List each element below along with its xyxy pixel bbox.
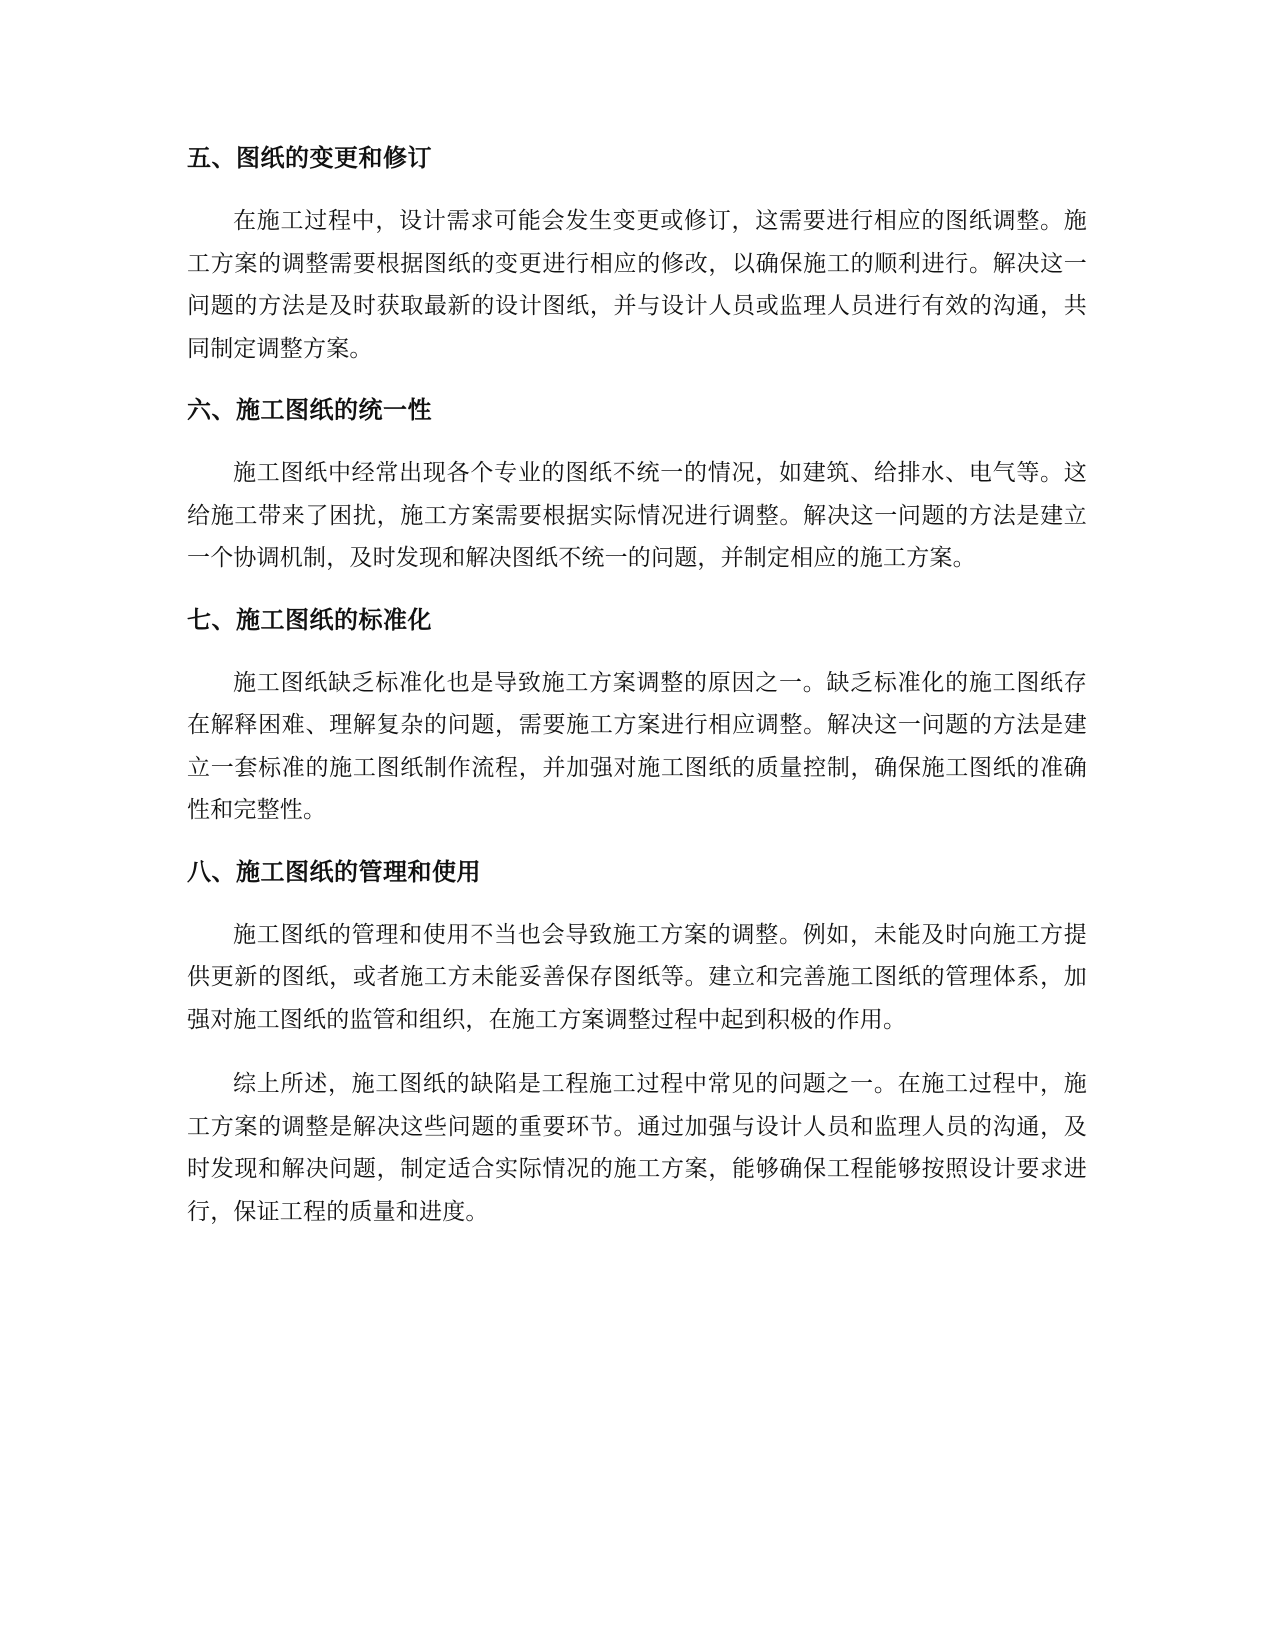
section-6 — [187, 392, 1087, 580]
section-heading: 八、施工图纸的管理和使用 — [187, 857, 481, 886]
summary-paragraph: 综上所述，施工图纸的缺陷是工程施工过程中常见的问题之一。在施工过程中，施工方案的调整是解决这些问题的重要环节。通过加强与设计人员和监理人员的沟通，及时发现和解决问题，制定适合实际情况的施工方案，能够确保工程能够按照设计要求进行，保证工程的质量和进度。 — [187, 1071, 1087, 1225]
section-7 — [187, 602, 1087, 832]
paragraph: 施工图纸的管理和使用不当也会导致施工方案的调整。例如，未能及时向施工方提供更新的图纸，或者施工方未能妥善保存图纸等。建立和完善施工图纸的管理体系，加强对施工图纸的监管和组织，在施工方案调整过程中起到积极的作用。 — [187, 921, 1087, 1033]
paragraph: 施工图纸中经常出现各个专业的图纸不统一的情况，如建筑、给排水、电气等。这给施工带来了困扰，施工方案需要根据实际情况进行调整。解决这一问题的方法是建立一个协调机制，及时发现和解决图纸不统一的问题，并制定相应的施工方案。 — [187, 460, 1087, 571]
document-page — [187, 140, 1087, 1255]
section-heading: 六、施工图纸的统一性 — [187, 396, 432, 424]
section-heading: 五、图纸的变更和修订 — [187, 144, 432, 172]
paragraph: 施工图纸缺乏标准化也是导致施工方案调整的原因之一。缺乏标准化的施工图纸存在解释困难、理解复杂的问题，需要施工方案进行相应调整。解决这一问题的方法是建立一套标准的施工图纸制作流程，并加强对施工图纸的质量控制，确保施工图纸的准确性和完整性。 — [187, 669, 1087, 823]
section-5 — [187, 140, 1087, 370]
section-8 — [187, 854, 1087, 1234]
section-heading: 七、施工图纸的标准化 — [187, 605, 432, 634]
paragraph: 在施工过程中，设计需求可能会发生变更或修订，这需要进行相应的图纸调整。施工方案的调整需要根据图纸的变更进行相应的修改，以确保施工的顺利进行。解决这一问题的方法是及时获取最新的设计图纸，并与设计人员或监理人员进行有效的沟通，共同制定调整方案。 — [187, 208, 1087, 362]
